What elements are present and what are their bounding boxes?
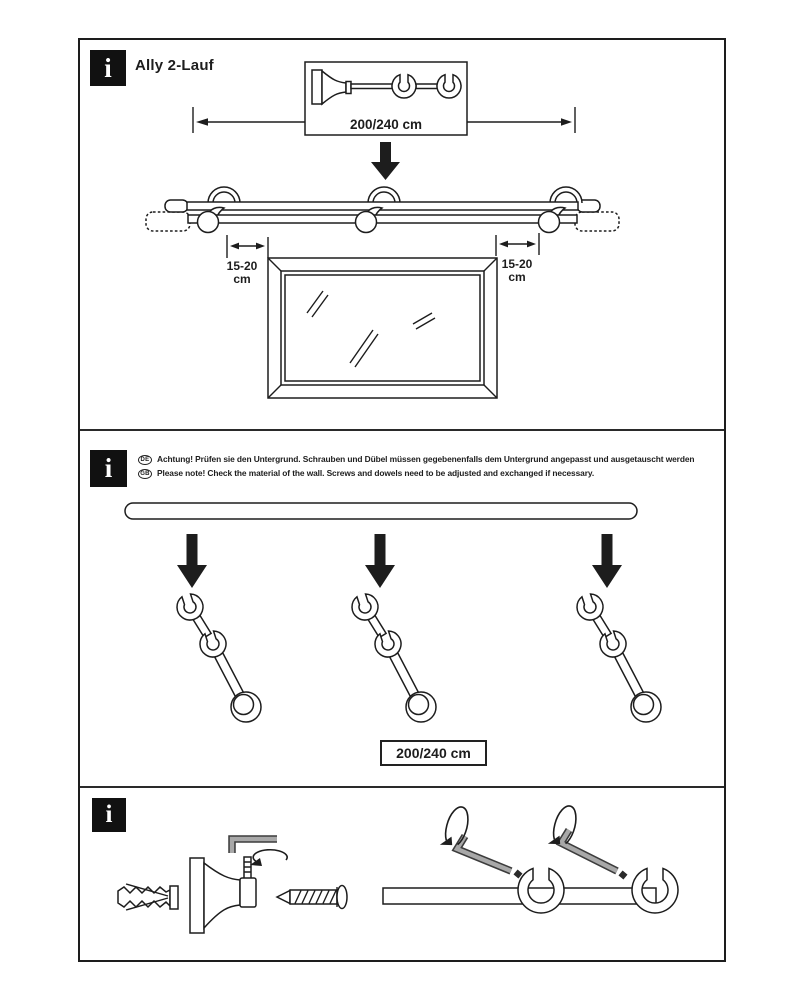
down-arrow-icon — [592, 534, 622, 588]
end-cap-left — [165, 200, 188, 212]
lang-badge-de: DE — [138, 455, 152, 465]
allen-key — [561, 830, 617, 871]
bracket-arches — [208, 187, 582, 203]
wall-plate — [190, 857, 256, 933]
wall-anchor — [118, 884, 178, 910]
rod-length-label: 200/240 cm — [349, 117, 423, 132]
grub-screw — [244, 857, 251, 880]
placement-diagram — [80, 40, 724, 429]
rod-length-box: 200/240 cm — [380, 740, 487, 766]
kit-contents-box — [305, 62, 467, 135]
rod-with-holders — [383, 868, 678, 913]
down-arrow-icon — [365, 534, 395, 588]
rotation-arrow — [250, 850, 287, 866]
bracket-distance-left — [227, 235, 268, 286]
bracket-positions-diagram — [80, 430, 724, 786]
svg-text:15-20: 15-20 — [501, 257, 533, 271]
finial-right — [575, 212, 619, 231]
window-illustration — [268, 258, 497, 398]
info-glyph: i — [105, 801, 113, 828]
bracket-distance-right — [496, 233, 539, 284]
svg-text:cm: cm — [508, 270, 526, 284]
lang-badge-gb: GB — [138, 469, 152, 479]
bracket-knob-1 — [198, 212, 219, 233]
bracket-knob-3 — [539, 212, 560, 233]
down-arrow-icon — [177, 534, 207, 588]
sheet-border — [78, 38, 726, 962]
bracket-knob-2 — [356, 212, 377, 233]
allen-key — [457, 836, 511, 871]
info-glyph: i — [104, 453, 113, 483]
wall-bracket-1 — [174, 591, 261, 722]
curtain-rod — [125, 503, 637, 519]
wall-bracket-3 — [574, 591, 661, 722]
down-arrow-icon — [371, 142, 400, 180]
allen-key — [232, 839, 277, 853]
wall-bracket-2 — [349, 591, 436, 722]
info-glyph: i — [104, 52, 112, 83]
warning-note-gb: GB Please note! Check the material of the wall. Screws and dowels need to be adjusted and exchanged if necessary. — [138, 466, 718, 480]
rod-upper — [187, 202, 578, 210]
svg-text:cm: cm — [233, 272, 251, 286]
warning-note-de: DE Achtung! Prüfen sie den Untergrund. Schrauben und Dübel müssen gegebenenfalls dem Untergrund angepasst und ausgetauscht werden — [138, 452, 718, 466]
product-title: Ally 2-Lauf — [135, 57, 214, 74]
screw — [277, 886, 347, 909]
curtain-rod-assembly — [146, 187, 619, 233]
finial-left — [146, 212, 190, 231]
rod-lower — [188, 215, 577, 223]
svg-text:15-20: 15-20 — [226, 259, 258, 273]
set-screw — [618, 870, 627, 879]
mounting-diagram — [80, 787, 724, 960]
